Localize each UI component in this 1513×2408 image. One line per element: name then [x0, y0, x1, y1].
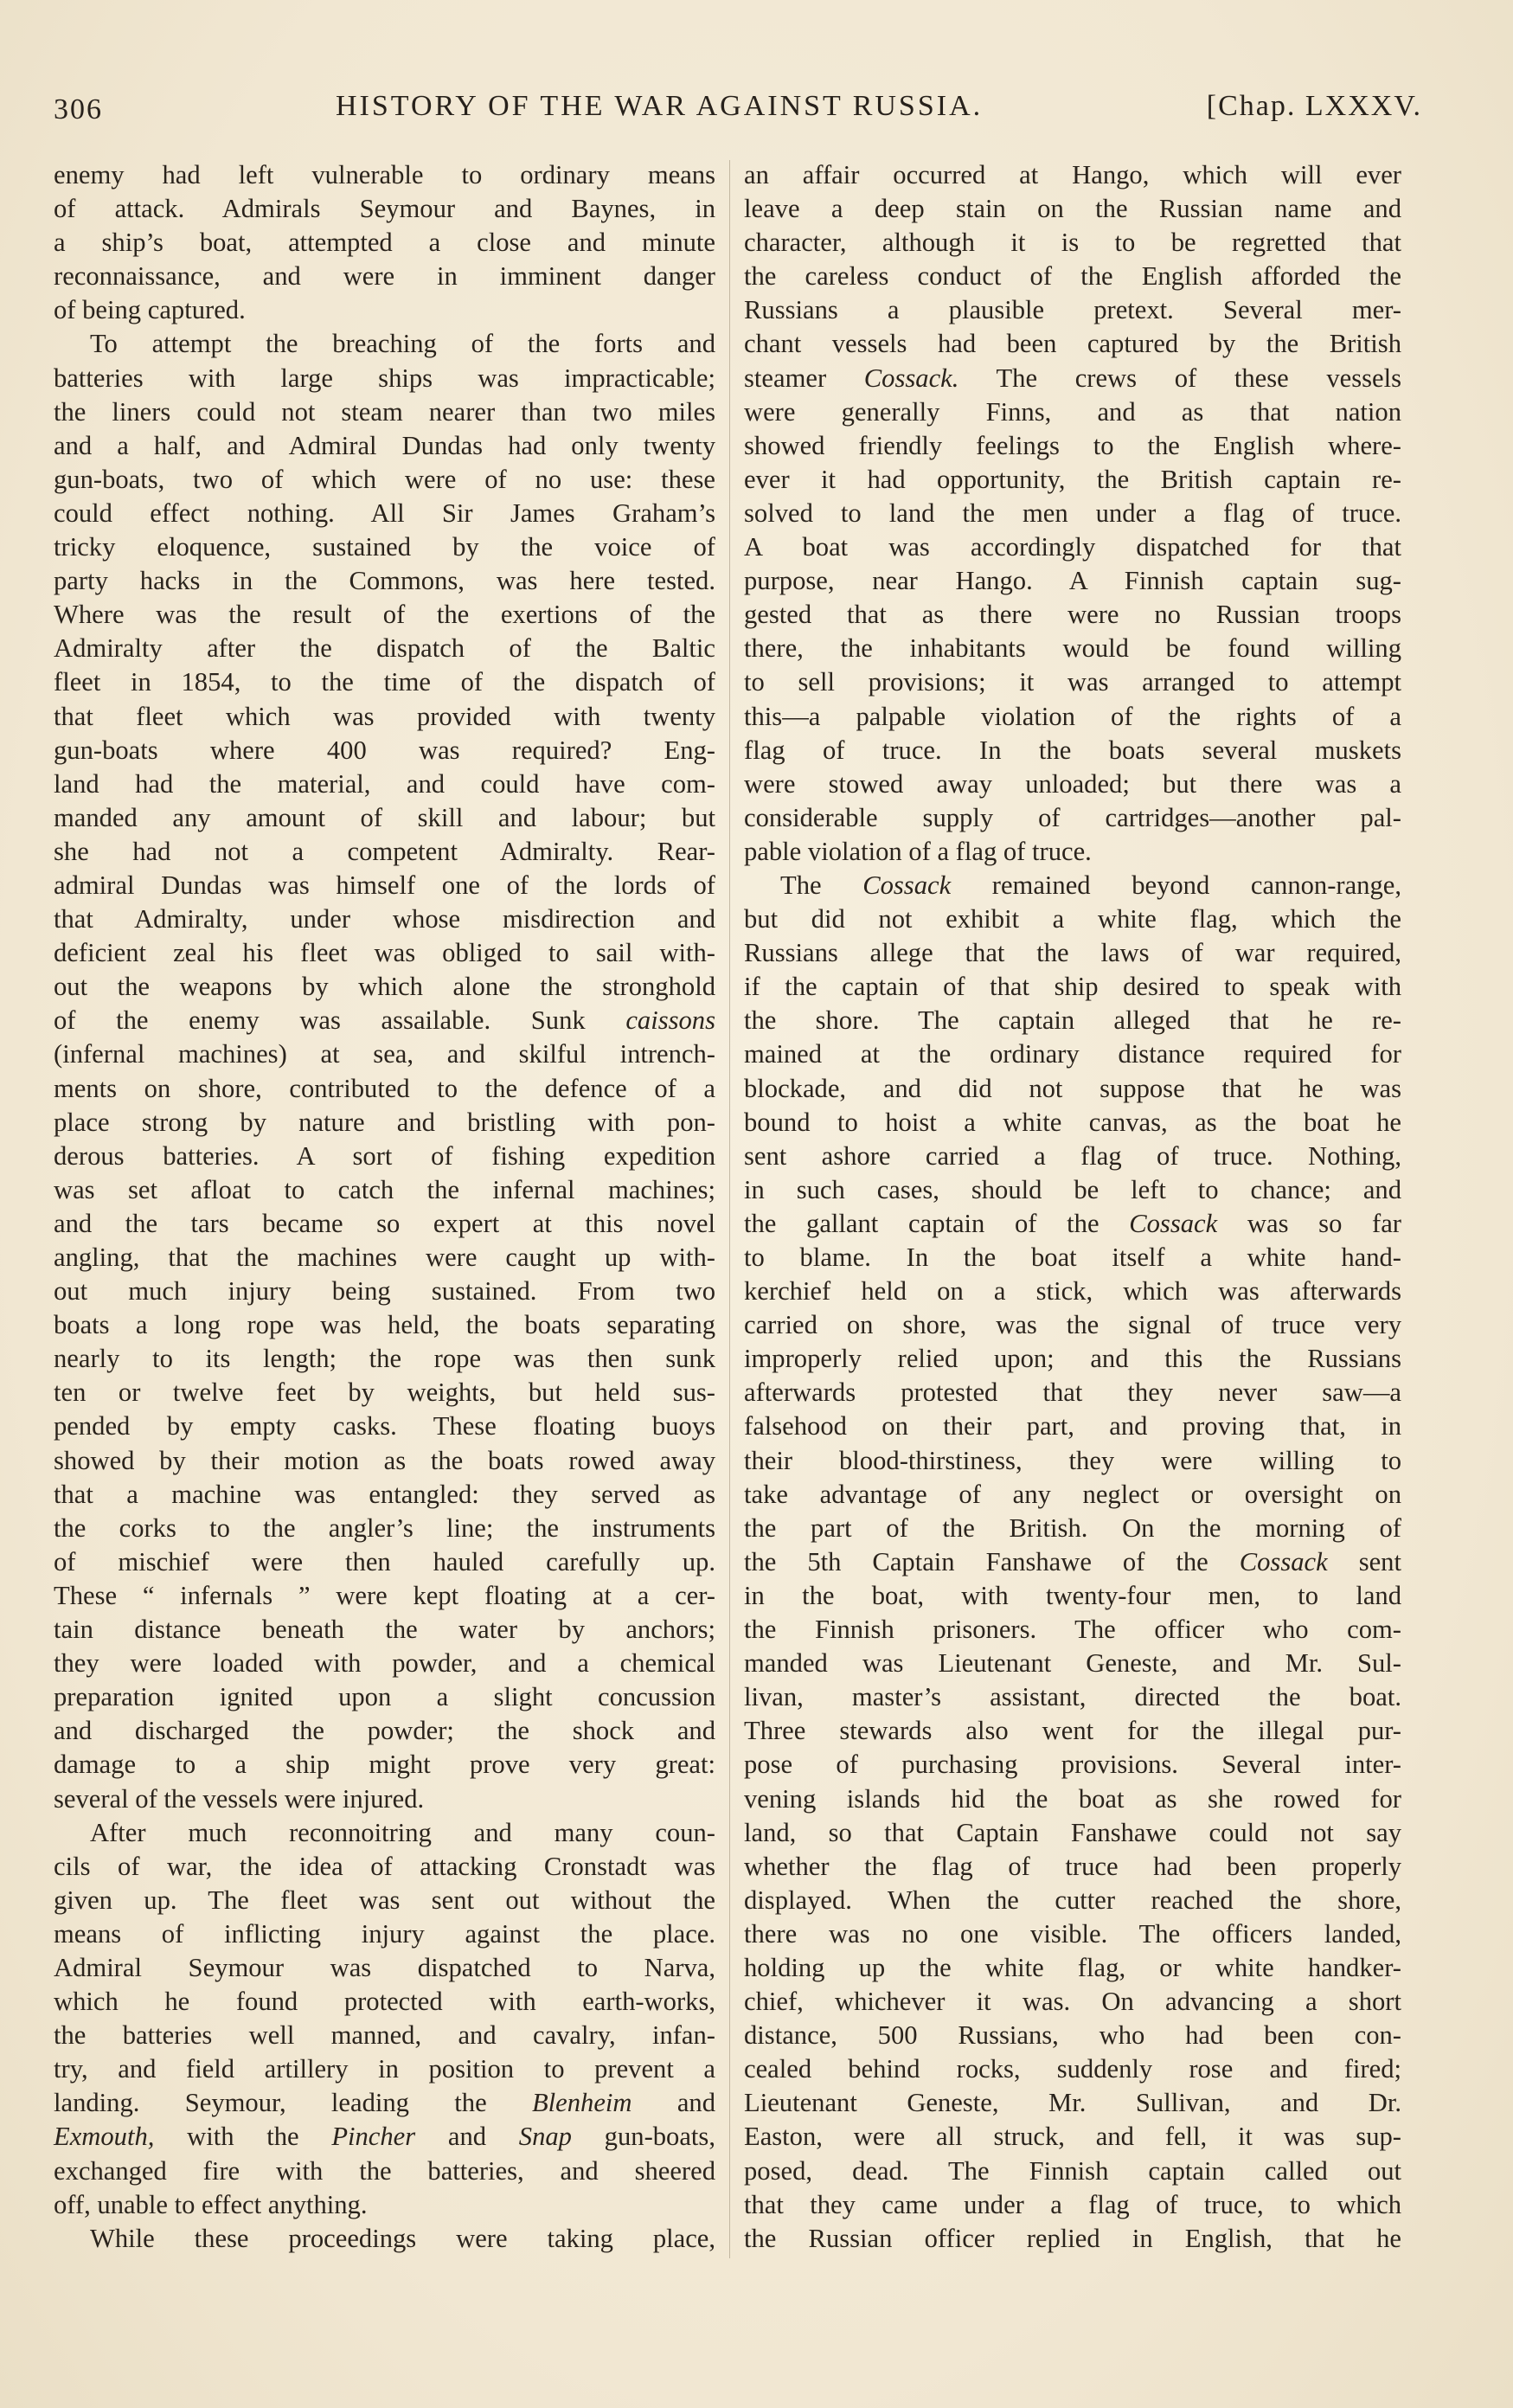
- text-line: the liners could not steam nearer than two miles: [54, 396, 715, 427]
- text-line: purpose, near Hango. A Finnish captain sug-: [744, 566, 1401, 596]
- text-line: damage to a ship might prove very great:: [54, 1750, 715, 1780]
- italic-name: Blenheim: [531, 2088, 632, 2118]
- text-line: angling, that the machines were caught up with-: [54, 1243, 715, 1272]
- text-line: (infernal machines) at sea, and skilful intrench-: [54, 1039, 715, 1069]
- text-line: chant vessels had been captured by the British: [744, 329, 1401, 359]
- text-line: party hacks in the Commons, was here tested.: [54, 566, 715, 596]
- text-line: mained at the ordinary distance required for: [744, 1039, 1401, 1069]
- text-line: holding up the white flag, or white handker-: [744, 1952, 1401, 1982]
- italic-name: Cossack.: [863, 363, 959, 393]
- text-line: the batteries well manned, and cavalry, infan-: [54, 2020, 715, 2051]
- text-line: flag of truce. In the boats several muskets: [744, 735, 1401, 765]
- text-line: Lieutenant Geneste, Mr. Sullivan, and Dr.: [744, 2088, 1401, 2118]
- text-line: that Admiralty, under whose misdirection and: [54, 904, 715, 934]
- text-line: a ship’s boat, attempted a close and minute: [54, 228, 715, 258]
- text-line: falsehood on their part, and proving that, in: [744, 1411, 1401, 1442]
- text-line: which he found protected with earth-works,: [54, 1987, 715, 2017]
- text-line: showed friendly feelings to the English where-: [744, 430, 1401, 460]
- text-line: While these proceedings were taking place,: [90, 2223, 715, 2253]
- italic-name: Cossack: [862, 870, 952, 900]
- text-line: the Finnish prisoners. The officer who com-: [744, 1615, 1401, 1645]
- text-line: gun-boats, two of which were of no use: these: [54, 464, 715, 494]
- text-line: landing. Seymour, leading the Blenheim and: [54, 2088, 715, 2118]
- text-line: sent ashore carried a flag of truce. Nothing,: [744, 1140, 1401, 1171]
- text-line: Admiral Seymour was dispatched to Narva,: [54, 1952, 715, 1982]
- text-line: whether the flag of truce had been properly: [744, 1851, 1401, 1881]
- text-line: if the captain of that ship desired to speak with: [744, 972, 1401, 1002]
- column-divider: [729, 160, 730, 2258]
- text-line: take advantage of any neglect or oversight on: [744, 1479, 1401, 1509]
- text-line: out much injury being sustained. From two: [54, 1276, 715, 1307]
- text-line: was set afloat to catch the infernal machines;: [54, 1174, 715, 1204]
- text-line: of being captured.: [54, 295, 246, 325]
- text-line: cils of war, the idea of attacking Cronstadt was: [54, 1851, 715, 1881]
- text-line: there, the inhabitants would be found willing: [744, 633, 1401, 664]
- text-line: preparation ignited upon a slight concussion: [54, 1682, 715, 1712]
- text-line: gested that as there were no Russian troops: [744, 600, 1401, 630]
- italic-name: caissons: [625, 1005, 715, 1036]
- text-line: and the tars became so expert at this novel: [54, 1208, 715, 1238]
- text-line: given up. The fleet was sent out without the: [54, 1885, 715, 1915]
- text-line: they were loaded with powder, and a chemical: [54, 1648, 715, 1679]
- text-line: kerchief held on a stick, which was afterwards: [744, 1276, 1401, 1307]
- text-line: Easton, were all struck, and fell, it was sup-: [744, 2122, 1401, 2152]
- italic-name: Snap: [518, 2122, 572, 2152]
- text-line: out the weapons by which alone the stronghold: [54, 972, 715, 1002]
- text-line: the Russian officer replied in English, that he: [744, 2223, 1401, 2253]
- text-line: improperly relied upon; and this the Russians: [744, 1344, 1401, 1374]
- chapter-reference: [Chap. LXXXV.: [1206, 90, 1422, 122]
- text-line: afterwards protested that they never saw—a: [744, 1377, 1401, 1408]
- text-line: she had not a competent Admiralty. Rear-: [54, 836, 715, 866]
- text-line: were generally Finns, and as that nation: [744, 396, 1401, 427]
- text-line: of the enemy was assailable. Sunk caissons: [54, 1005, 715, 1036]
- text-line: chief, whichever it was. On advancing a short: [744, 1987, 1401, 2017]
- text-line: an affair occurred at Hango, which will ever: [744, 160, 1401, 189]
- right-text-column: [744, 158, 1401, 2256]
- text-line: the gallant captain of the Cossack was so far: [744, 1208, 1401, 1238]
- text-line: carried on shore, was the signal of truce very: [744, 1310, 1401, 1340]
- text-line: Admiralty after the dispatch of the Baltic: [54, 633, 715, 664]
- text-line: several of the vessels were injured.: [54, 1783, 425, 1814]
- text-line: steamer Cossack. The crews of these vessels: [744, 363, 1401, 393]
- text-line: Where was the result of the exertions of the: [54, 600, 715, 630]
- text-line: These “ infernals ” were kept floating at a cer-: [54, 1580, 715, 1610]
- left-text-column: [54, 158, 715, 2256]
- text-line: manded was Lieutenant Geneste, and Mr. Sul-: [744, 1648, 1401, 1679]
- text-line: could effect nothing. All Sir James Graham’s: [54, 498, 715, 528]
- text-line: vening islands hid the boat as she rowed for: [744, 1783, 1401, 1814]
- page-number: 306: [54, 93, 103, 125]
- text-line: the corks to the angler’s line; the instruments: [54, 1512, 715, 1543]
- running-header: [54, 87, 1422, 130]
- text-line: posed, dead. The Finnish captain called out: [744, 2155, 1401, 2186]
- running-title: HISTORY OF THE WAR AGAINST RUSSIA.: [336, 90, 984, 122]
- text-line: in such cases, should be left to chance; and: [744, 1174, 1401, 1204]
- text-line: that a machine was entangled: they served as: [54, 1479, 715, 1509]
- text-line: bound to hoist a white canvas, as the boat he: [744, 1107, 1401, 1137]
- text-line: but did not exhibit a white flag, which the: [744, 904, 1401, 934]
- text-line: A boat was accordingly dispatched for that: [744, 532, 1401, 562]
- text-line: considerable supply of cartridges—another pal-: [744, 802, 1401, 832]
- text-line: try, and field artillery in position to prevent a: [54, 2054, 715, 2084]
- text-line: pended by empty casks. These floating buoys: [54, 1411, 715, 1442]
- text-line: ments on shore, contributed to the defence of a: [54, 1073, 715, 1103]
- text-line: solved to land the men under a flag of truce.: [744, 498, 1401, 528]
- italic-name: Pincher: [331, 2122, 416, 2152]
- text-line: distance, 500 Russians, who had been con-: [744, 2020, 1401, 2051]
- text-line: ever it had opportunity, the British captain re-: [744, 464, 1401, 494]
- text-line: means of inflicting injury against the place.: [54, 1918, 715, 1949]
- text-line: character, although it is to be regretted that: [744, 228, 1401, 258]
- text-line: Exmouth, with the Pincher and Snap gun-boats,: [54, 2122, 715, 2152]
- text-line: in the boat, with twenty-four men, to land: [744, 1580, 1401, 1610]
- italic-name: Exmouth,: [54, 2122, 155, 2152]
- text-line: showed by their motion as the boats rowed away: [54, 1445, 715, 1475]
- text-line: the shore. The captain alleged that he re-: [744, 1005, 1401, 1036]
- text-line: Russians a plausible pretext. Several mer-: [744, 295, 1401, 325]
- text-line: cealed behind rocks, suddenly rose and fired;: [744, 2054, 1401, 2084]
- text-line: displayed. When the cutter reached the shore,: [744, 1885, 1401, 1915]
- text-line: land, so that Captain Fanshawe could not say: [744, 1817, 1401, 1847]
- text-line: batteries with large ships was impracticable;: [54, 363, 715, 393]
- text-line: pable violation of a flag of truce.: [744, 836, 1092, 866]
- text-line: land had the material, and could have com-: [54, 768, 715, 799]
- text-line: The Cossack remained beyond cannon-range,: [780, 870, 1402, 900]
- text-line: and a half, and Admiral Dundas had only twenty: [54, 430, 715, 460]
- text-line: Three stewards also went for the illegal pur-: [744, 1716, 1401, 1746]
- italic-name: Cossack: [1239, 1546, 1328, 1576]
- text-line: livan, master’s assistant, directed the boat.: [744, 1682, 1401, 1712]
- text-line: reconnaissance, and were in imminent danger: [54, 261, 715, 292]
- text-line: and discharged the powder; the shock and: [54, 1716, 715, 1746]
- text-line: manded any amount of skill and labour; but: [54, 802, 715, 832]
- text-line: the 5th Captain Fanshawe of the Cossack sent: [744, 1546, 1401, 1576]
- text-line: ten or twelve feet by weights, but held sus-: [54, 1377, 715, 1408]
- text-line: to sell provisions; it was arranged to attempt: [744, 667, 1401, 697]
- text-line: derous batteries. A sort of fishing expedition: [54, 1140, 715, 1171]
- text-line: that fleet which was provided with twenty: [54, 701, 715, 731]
- text-line: tain distance beneath the water by anchors;: [54, 1615, 715, 1645]
- text-line: nearly to its length; the rope was then sunk: [54, 1344, 715, 1374]
- text-line: to blame. In the boat itself a white hand-: [744, 1243, 1401, 1272]
- text-line: of attack. Admirals Seymour and Baynes, in: [54, 194, 715, 224]
- text-line: that they came under a flag of truce, to which: [744, 2189, 1401, 2219]
- text-line: After much reconnoitring and many coun-: [90, 1817, 715, 1847]
- text-line: To attempt the breaching of the forts and: [90, 329, 715, 359]
- text-line: fleet in 1854, to the time of the dispatch of: [54, 667, 715, 697]
- text-line: their blood-thirstiness, they were willing to: [744, 1445, 1401, 1475]
- text-line: enemy had left vulnerable to ordinary means: [54, 160, 715, 189]
- text-line: place strong by nature and bristling with pon-: [54, 1107, 715, 1137]
- text-line: deficient zeal his fleet was obliged to sail with-: [54, 938, 715, 968]
- text-line: Russians allege that the laws of war required,: [744, 938, 1401, 968]
- text-line: there was no one visible. The officers landed,: [744, 1918, 1401, 1949]
- text-line: boats a long rope was held, the boats separating: [54, 1310, 715, 1340]
- text-line: the careless conduct of the English afforded the: [744, 261, 1401, 292]
- text-line: pose of purchasing provisions. Several inter-: [744, 1750, 1401, 1780]
- text-line: leave a deep stain on the Russian name and: [744, 194, 1401, 224]
- text-line: of mischief were then hauled carefully up.: [54, 1546, 715, 1576]
- text-line: exchanged fire with the batteries, and sheered: [54, 2155, 715, 2186]
- text-line: the part of the British. On the morning of: [744, 1512, 1401, 1543]
- text-line: this—a palpable violation of the rights of a: [744, 701, 1401, 731]
- text-line: off, unable to effect anything.: [54, 2189, 368, 2219]
- text-line: blockade, and did not suppose that he was: [744, 1073, 1401, 1103]
- text-line: gun-boats where 400 was required? Eng-: [54, 735, 715, 765]
- text-line: were stowed away unloaded; but there was a: [744, 768, 1401, 799]
- text-line: admiral Dundas was himself one of the lords of: [54, 870, 715, 900]
- text-line: tricky eloquence, sustained by the voice of: [54, 532, 715, 562]
- italic-name: Cossack: [1129, 1208, 1218, 1238]
